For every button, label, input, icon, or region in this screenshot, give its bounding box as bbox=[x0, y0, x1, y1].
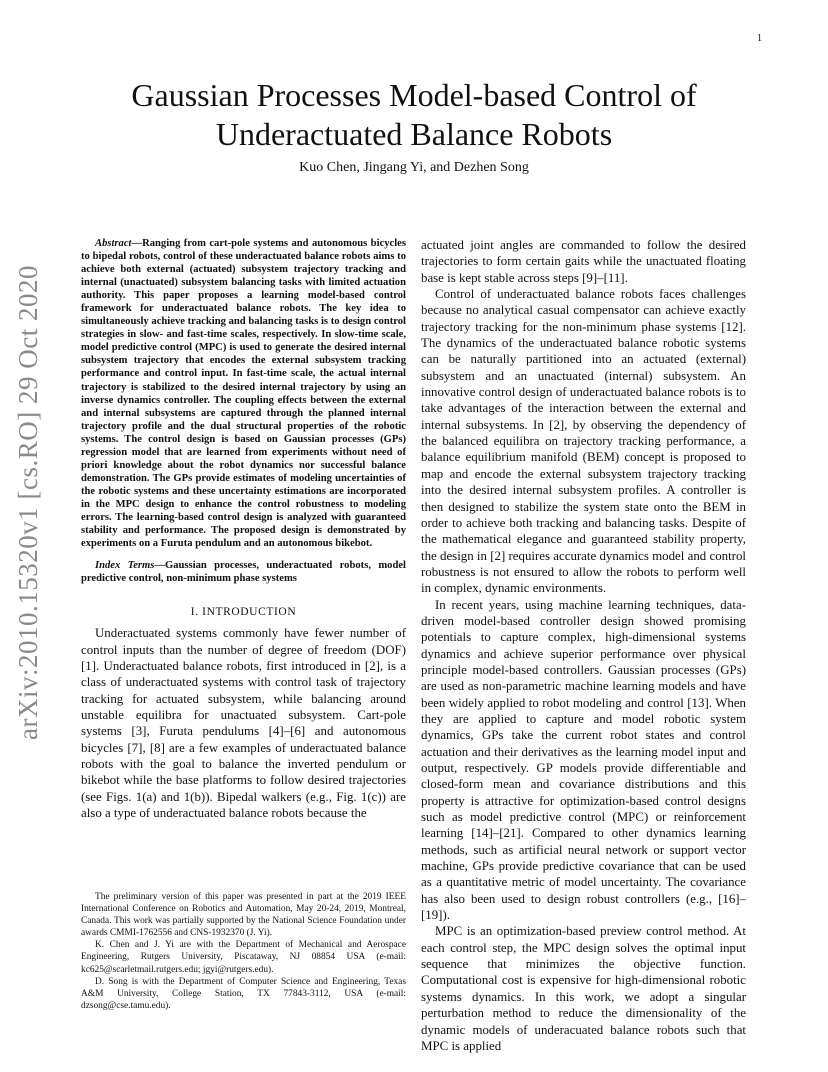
abstract-text: —Ranging from cart-pole systems and autonomous bicycles to bipedal robots, control of these underactuated balance robots aims to achieve both external (actuated) subsystem trajectory tracking and internal (unactuated) subsystem balancing tasks with limited actuation authority. This paper proposes a learning model-based control framework for underactuated balance robots. The key idea to simultaneously achieve tracking and balancing tasks is to design control strategies in slow- and fast-time scales, respectively. In slow-time scale, model predictive control (MPC) is used to generate the desired internal subsystem trajectory that encodes the external subsystem tracking performance and control input. In fast-time scale, the actual internal trajectory is stabilized to the desired internal trajectory by using an inverse dynamics controller. The coupling effects between the external and internal subsystems are captured through the planned internal trajectory profile and the dual structural properties of the robotic systems. The control design is based on Gaussian processes (GPs) regression model that are learned from experiments without need of priori knowledge about the robot dynamics nor successful balance demonstration. The GPs provide estimates of modeling uncertainties of the robotic systems and these uncertainty estimations are incorporated in the MPC design to enhance the control robustness to modeling errors. The learning-based control design is analyzed with guaranteed stability and performance. The proposed design is demonstrated by experiments on a Furuta pendulum and an autonomous bikebot. bbox=[81, 238, 406, 550]
right-column bbox=[421, 237, 746, 1054]
arxiv-watermark: arXiv:2010.15320v1 [cs.RO] 29 Oct 2020 bbox=[13, 265, 43, 740]
body-paragraph: MPC is an optimization-based preview control method. At each control step, the MPC design solves the optimal input sequence that minimizes the objective function. Computational cost is expensive for high-dimensional robotic systems dynamics. In this work, we adopt a singular perturbation method to reduce the dimensionality of the dynamic models of underacuated balance robots such that MPC is applied bbox=[421, 924, 746, 1053]
index-terms-label: Index Terms bbox=[95, 560, 155, 572]
footnote-affiliation-rutgers: K. Chen and J. Yi are with the Department of Mechanical and Aerospace Engineering, Rutgers University, Piscataway, NJ 08854 USA (e-mail: kc625@scarletmail.rutgers.edu; jgyi@rutgers.edu). bbox=[81, 940, 406, 975]
index-terms bbox=[81, 559, 406, 585]
body-paragraph: actuated joint angles are commanded to follow the desired trajectories to form certain gaits while the unactuated floating base is kept stable across steps [9]–[11]. bbox=[421, 238, 746, 285]
intro-paragraph: Underactuated systems commonly have fewer number of control inputs than the number of degree of freedom (DOF) [1]. Underactuated balance robots, first introduced in [2], is a class of underactuated systems with control task of trajectory tracking for actuated subsystem, while balancing around unstable equilibra for unactuated subsystem. Cart-pole systems [3], Furuta pendulums [4]–[6] and autonomous bicycles [7], [8] are a few examples of underactuated balance robots with the goal to balance the inverted pendulum or bikebot while the base platforms to follow desired trajectories (see Figs. 1(a) and 1(b)). Bipedal walkers (e.g., Fig. 1(c)) are also a type of underactuated balance robots because the bbox=[81, 626, 406, 821]
paper-title: Gaussian Processes Model-based Control of Underactuated Balance Robots bbox=[131, 77, 697, 152]
body-paragraph: Control of underactuated balance robots faces challenges because no analytical casual compensator can achieve exactly trajectory tracking for the non-minimum phase systems [12]. The dynamics of the underactuated balance robotic systems can be naturally partitioned into an actuated (external) subsystem and an unactuated (internal) subsystem. An innovative control design of underactuated balance robots is to take advantages of the interaction between the external and internal subsystems. In [2], by observing the dependency of the balanced equilibra on trajectory tracking performance, a balance equilibrium manifold (BEM) concept is proposed to map and encode the external subsystem trajectory tracking into the desired internal subsystem profiles. A controller is then designed to stabilize the system state onto the BEM in order to achieve both tracking and balancing tasks. Despite of the mathematical elegance and guaranteed stability property, the design in [2] requires accurate dynamics model and control robustness is not ensured to allow the robots to perform well in complex, dynamic environments. bbox=[421, 287, 746, 596]
left-column bbox=[81, 237, 406, 821]
footnote-affiliation-tamu: D. Song is with the Department of Computer Science and Engineering, Texas A&M University, College Station, TX 77843-3112, USA (e-mail: dzsong@cse.tamu.edu). bbox=[81, 976, 406, 1011]
index-terms-text: —Gaussian processes, underactuated robots, model predictive control, non-minimum phase systems bbox=[81, 560, 407, 585]
page-number: 1 bbox=[757, 33, 762, 44]
author-list: Kuo Chen, Jingang Yi, and Dezhen Song bbox=[299, 160, 529, 175]
abstract bbox=[81, 237, 406, 550]
body-paragraph: In recent years, using machine learning techniques, data-driven model-based controller design showed promising potentials to capture complex, high-dimensional systems dynamics and achieve superior performance over physical principle model-based controllers. Gaussian processes (GPs) are used as non-parametric machine learning models and have been widely applied to robot modeling and control [13]. When they are applied to capture and model robotic system dynamics, GPs take the current robot states and control actuation and their derivatives as the learning model input and output, respectively. GP models provide differentiable and closed-form mean and covariance distributions and this property is attractive for optimization-based control designs such as model predictive control (MPC) or reinforcement learning [14]–[21]. Compared to other dynamics learning methods, such as artificial neural network or support vector machine, GPs provide predictive covariance that can be used as a quantitative metric of model uncertainty. The covariance has also been used to design robust controllers (e.g., [16]–[19]). bbox=[421, 597, 746, 923]
footnotes bbox=[81, 891, 406, 1012]
footnote-conference: The preliminary version of this paper was presented in part at the 2019 IEEE International Conference on Robotics and Automation, May 20-24, 2019, Montreal, Canada. This work was partially supported by the National Science Foundation under awards CMMI-1762556 and CNS-1932370 (J. Yi). bbox=[81, 892, 406, 939]
abstract-label: Abstract bbox=[95, 238, 132, 249]
section-heading-introduction: I. INTRODUCTION bbox=[190, 606, 297, 619]
